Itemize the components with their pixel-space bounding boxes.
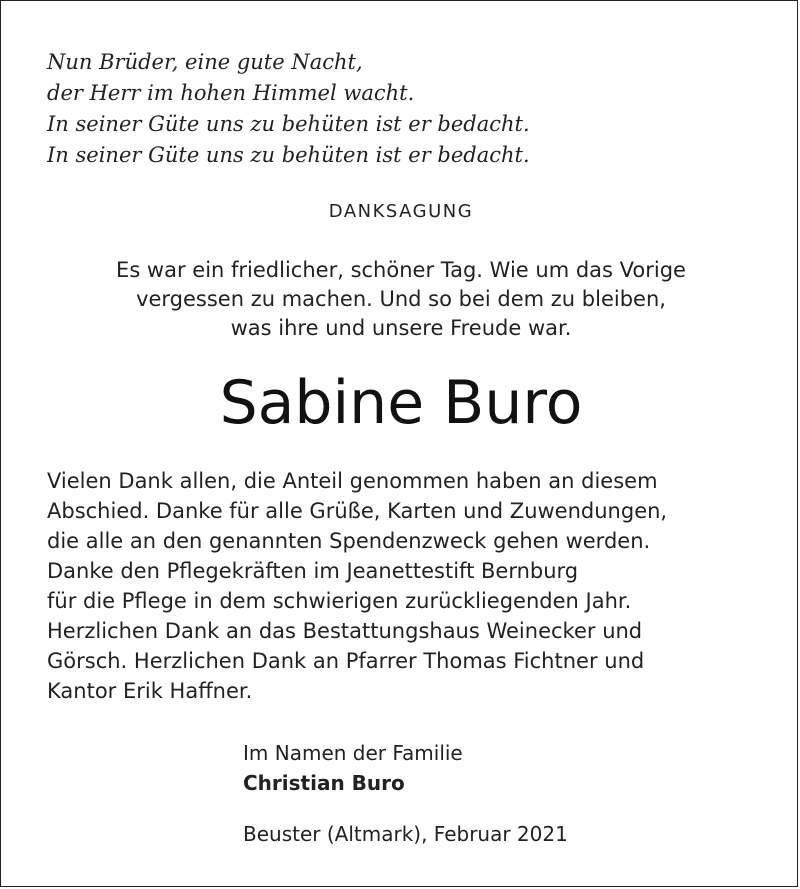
- thanks-line: Kantor Erik Haffner.: [47, 679, 253, 703]
- thanks-line: Görsch. Herzlichen Dank an Pfarrer Thomas Fichtner und: [47, 649, 645, 673]
- heading-danksagung: DANKSAGUNG: [328, 201, 474, 222]
- thanks-line: Danke den Pflegekräften im Jeanettestift Bernburg: [47, 559, 579, 583]
- quote-line: vergessen zu machen. Und so bei dem zu bleiben,: [136, 287, 666, 311]
- thanks-line: für die Pflege in dem schwierigen zurückliegenden Jahr.: [47, 589, 632, 613]
- poem-line: der Herr im hohen Himmel wacht.: [47, 81, 415, 105]
- thanks-line: Herzlichen Dank an das Bestattungshaus Weinecker und: [47, 619, 643, 643]
- poem-line: In seiner Güte uns zu behüten ist er bedacht.: [47, 143, 530, 167]
- thanks-text: [47, 466, 667, 706]
- thanks-line: Abschied. Danke für alle Grüße, Karten und Zuwendungen,: [47, 499, 668, 523]
- signature-block: [243, 738, 463, 798]
- poem-line: In seiner Güte uns zu behüten ist er bedacht.: [47, 112, 530, 136]
- poem-line: Nun Brüder, eine gute Nacht,: [47, 50, 363, 74]
- thanks-line: die alle an den genannten Spendenzweck gehen werden.: [47, 529, 651, 553]
- quote-line: Es war ein friedlicher, schöner Tag. Wie um das Vorige: [116, 258, 686, 282]
- signature-name: Christian Buro: [243, 771, 405, 795]
- poem: [47, 47, 530, 171]
- signature-intro: Im Namen der Familie: [243, 741, 463, 765]
- place-date: Beuster (Altmark), Februar 2021: [243, 822, 568, 846]
- quote-line: was ihre und unsere Freude war.: [230, 316, 572, 340]
- thanks-line: Vielen Dank allen, die Anteil genommen haben an diesem: [47, 469, 658, 493]
- deceased-name: Sabine Buro: [219, 368, 583, 438]
- quote: [1, 256, 800, 343]
